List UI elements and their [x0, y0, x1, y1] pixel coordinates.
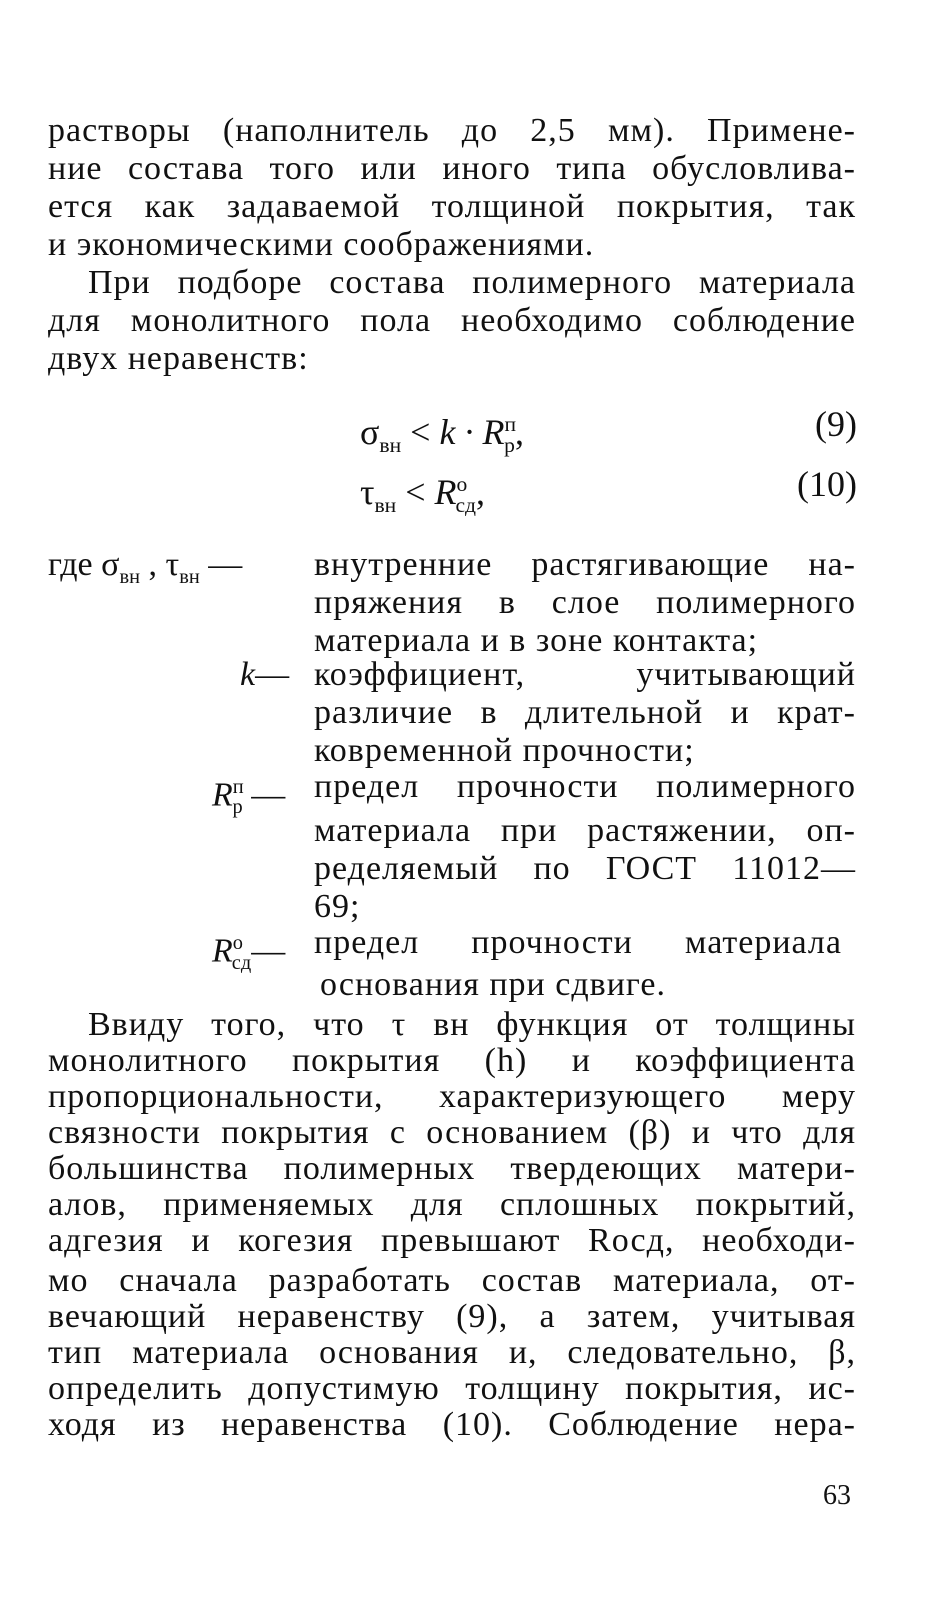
eq-superscript: п: [504, 412, 517, 436]
text-line: двух неравенств:: [48, 340, 309, 377]
text-line: ется как задаваемой толщиной покрытия, так: [48, 188, 856, 225]
eq-punct: ,: [476, 472, 486, 512]
equation-10: [360, 464, 485, 525]
term-symbol: , τ: [140, 546, 180, 583]
definition-line: 69;: [314, 888, 361, 925]
definition-term: [48, 546, 242, 596]
text-line: ходя из неравенства (10). Соблюдение нера-: [48, 1406, 856, 1443]
term-symbol: R: [212, 776, 233, 814]
definition-line: внутренние растягивающие на-: [314, 546, 856, 583]
eq-symbol: k · R: [439, 412, 505, 452]
term-superscript: о: [232, 932, 243, 954]
equation-9: [360, 404, 524, 465]
eq-subscript: вн: [379, 433, 402, 458]
term-subscript: вн: [179, 565, 200, 588]
text-line: При подборе состава полимерного материала: [88, 264, 856, 301]
eq-subscript: р: [504, 433, 515, 458]
text-line: растворы (наполнитель до 2,5 мм). Примене-: [48, 112, 856, 149]
definition-term: [212, 924, 285, 982]
eq-superscript: о: [456, 472, 468, 496]
eq-subscript: сд: [455, 493, 477, 518]
term-subscript: сд: [231, 952, 252, 975]
term-superscript: п: [232, 776, 244, 798]
text-line: для монолитного пола необходимо соблюдение: [48, 302, 856, 339]
where-label: где σ: [48, 546, 120, 583]
definition-line: коэффициент, учитывающий: [314, 656, 856, 693]
eq-symbol: R: [434, 472, 457, 512]
text-line: ние состава того или иного типа обусловлива-: [48, 150, 856, 187]
eq-punct: ,: [514, 412, 524, 452]
eq-operator: <: [410, 412, 431, 452]
term-subscript: вн: [119, 565, 141, 588]
definition-line: основания при сдвиге.: [320, 966, 666, 1003]
term-subscript: р: [232, 796, 243, 819]
text-line: пропорциональности, характеризующего меру: [48, 1078, 856, 1115]
definition-line: предел прочности материала: [314, 924, 842, 961]
definition-line: предел прочности полимерного: [314, 768, 856, 805]
definition-term: [240, 656, 289, 694]
page-number: 63: [823, 1480, 851, 1511]
eq-symbol: σ: [360, 412, 380, 452]
definition-line: пряжения в слое полимерного: [314, 584, 856, 621]
dash: —: [251, 776, 286, 814]
term-symbol: k: [240, 656, 256, 693]
definition-line: материала при растяжении, оп-: [314, 812, 856, 849]
equation-number: (9): [815, 404, 857, 444]
text-line: адгезия и когезия превышают Rосд, необходи-: [48, 1222, 856, 1259]
definition-line: ределяемый по ГОСТ 11012—: [314, 850, 856, 887]
text-line: связности покрытия с основанием (β) и что для: [48, 1114, 856, 1151]
definition-line: материала и в зоне контакта;: [314, 622, 759, 659]
dash: —: [255, 656, 290, 693]
term-symbol: R: [212, 932, 233, 970]
dash: —: [251, 932, 286, 970]
text-line: тип материала основания и, следовательно, β,: [48, 1334, 856, 1371]
text-line: алов, применяемых для сплошных покрытий,: [48, 1186, 856, 1223]
text-line: определить допустимую толщину покрытия, ис-: [48, 1370, 856, 1407]
text-line: монолитного покрытия (h) и коэффициента: [48, 1042, 856, 1079]
dash: —: [208, 546, 243, 583]
definition-line: ковременной прочности;: [314, 732, 695, 769]
text-line: и экономическими соображениями.: [48, 226, 595, 263]
definition-line: различие в длительной и крат-: [314, 694, 856, 731]
definition-term: [212, 768, 285, 826]
text-line: большинства полимерных твердеющих матери-: [48, 1150, 856, 1187]
text-line: вечающий неравенству (9), а затем, учитывая: [48, 1298, 856, 1335]
eq-operator: <: [405, 472, 426, 512]
eq-subscript: вн: [374, 493, 397, 518]
eq-symbol: τ: [360, 472, 375, 512]
equation-number: (10): [797, 464, 857, 504]
text-line: мо сначала разработать состав материала, от-: [48, 1262, 856, 1299]
text-line: Ввиду того, что τ вн функция от толщины: [88, 1006, 856, 1043]
